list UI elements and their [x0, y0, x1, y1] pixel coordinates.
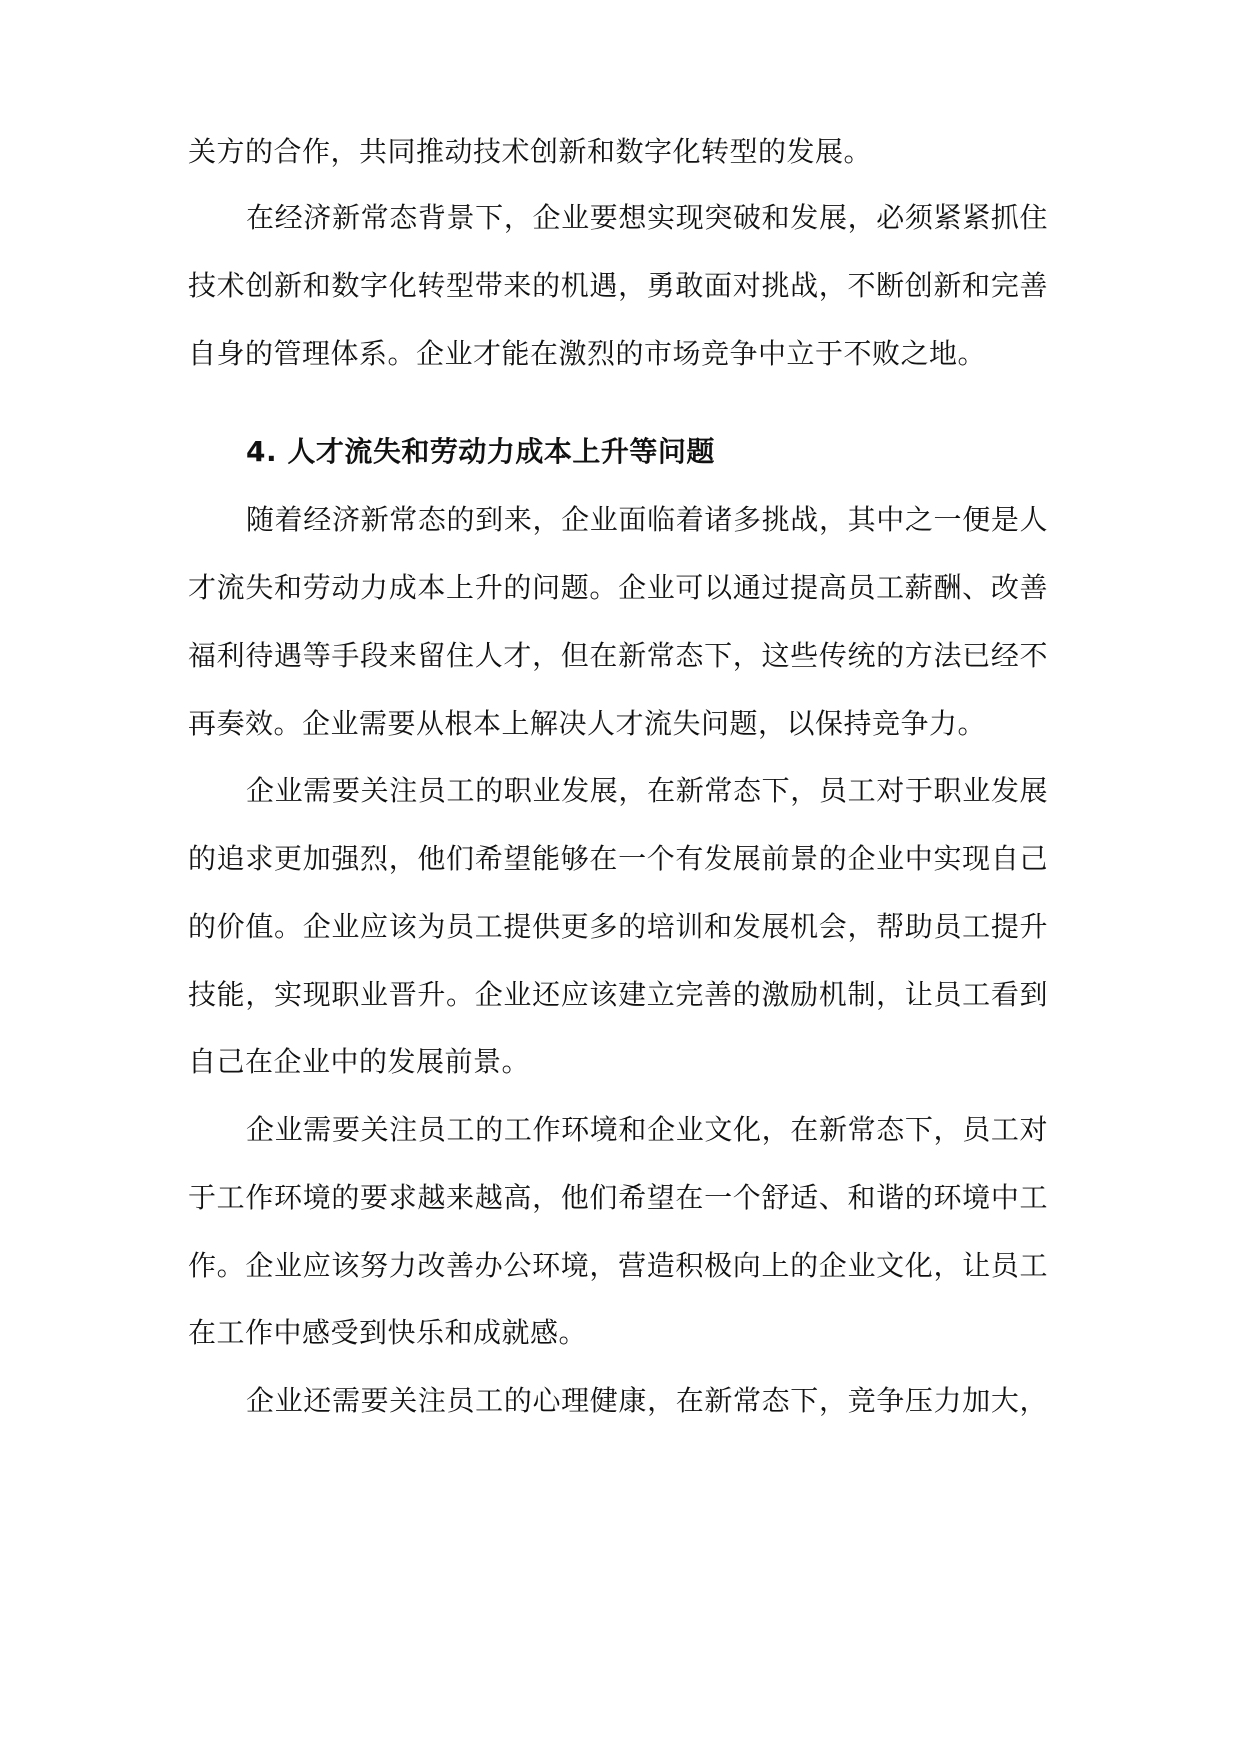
text-line: 自己在企业中的发展前景。: [188, 1045, 531, 1078]
section-heading: 4. 人才流失和劳动力成本上升等问题: [246, 435, 715, 468]
document-page: [188, 0, 1048, 1754]
text-line: 自身的管理体系。企业才能在激烈的市场竞争中立于不败之地。: [188, 337, 987, 370]
text-line: 于工作环境的要求越来越高，他们希望在一个舒适、和谐的环境中工: [188, 1181, 1048, 1214]
paragraph-first-line: 在经济新常态背景下，企业要想实现突破和发展，必须紧紧抓住: [246, 201, 1048, 234]
paragraph-first-line: 企业需要关注员工的职业发展，在新常态下，员工对于职业发展: [246, 774, 1048, 807]
text-line: 关方的合作，共同推动技术创新和数字化转型的发展。: [188, 135, 873, 168]
text-line: 的价值。企业应该为员工提供更多的培训和发展机会，帮助员工提升: [188, 910, 1048, 943]
text-line: 福利待遇等手段来留住人才，但在新常态下，这些传统的方法已经不: [188, 639, 1048, 672]
text-line: 才流失和劳动力成本上升的问题。企业可以通过提高员工薪酬、改善: [188, 571, 1048, 604]
text-line: 技能，实现职业晋升。企业还应该建立完善的激励机制，让员工看到: [188, 978, 1048, 1011]
paragraph-first-line: 企业需要关注员工的工作环境和企业文化，在新常态下，员工对: [246, 1113, 1048, 1146]
text-line: 再奏效。企业需要从根本上解决人才流失问题，以保持竞争力。: [188, 707, 987, 740]
paragraph-first-line: 随着经济新常态的到来，企业面临着诸多挑战，其中之一便是人: [246, 503, 1048, 536]
paragraph-first-line: 企业还需要关注员工的心理健康，在新常态下，竞争压力加大，: [246, 1384, 1048, 1417]
text-line: 在工作中感受到快乐和成就感。: [188, 1316, 588, 1349]
text-line: 的追求更加强烈，他们希望能够在一个有发展前景的企业中实现自己: [188, 842, 1048, 875]
text-line: 技术创新和数字化转型带来的机遇，勇敢面对挑战，不断创新和完善: [188, 269, 1048, 302]
text-line: 作。企业应该努力改善办公环境，营造积极向上的企业文化，让员工: [188, 1249, 1048, 1282]
